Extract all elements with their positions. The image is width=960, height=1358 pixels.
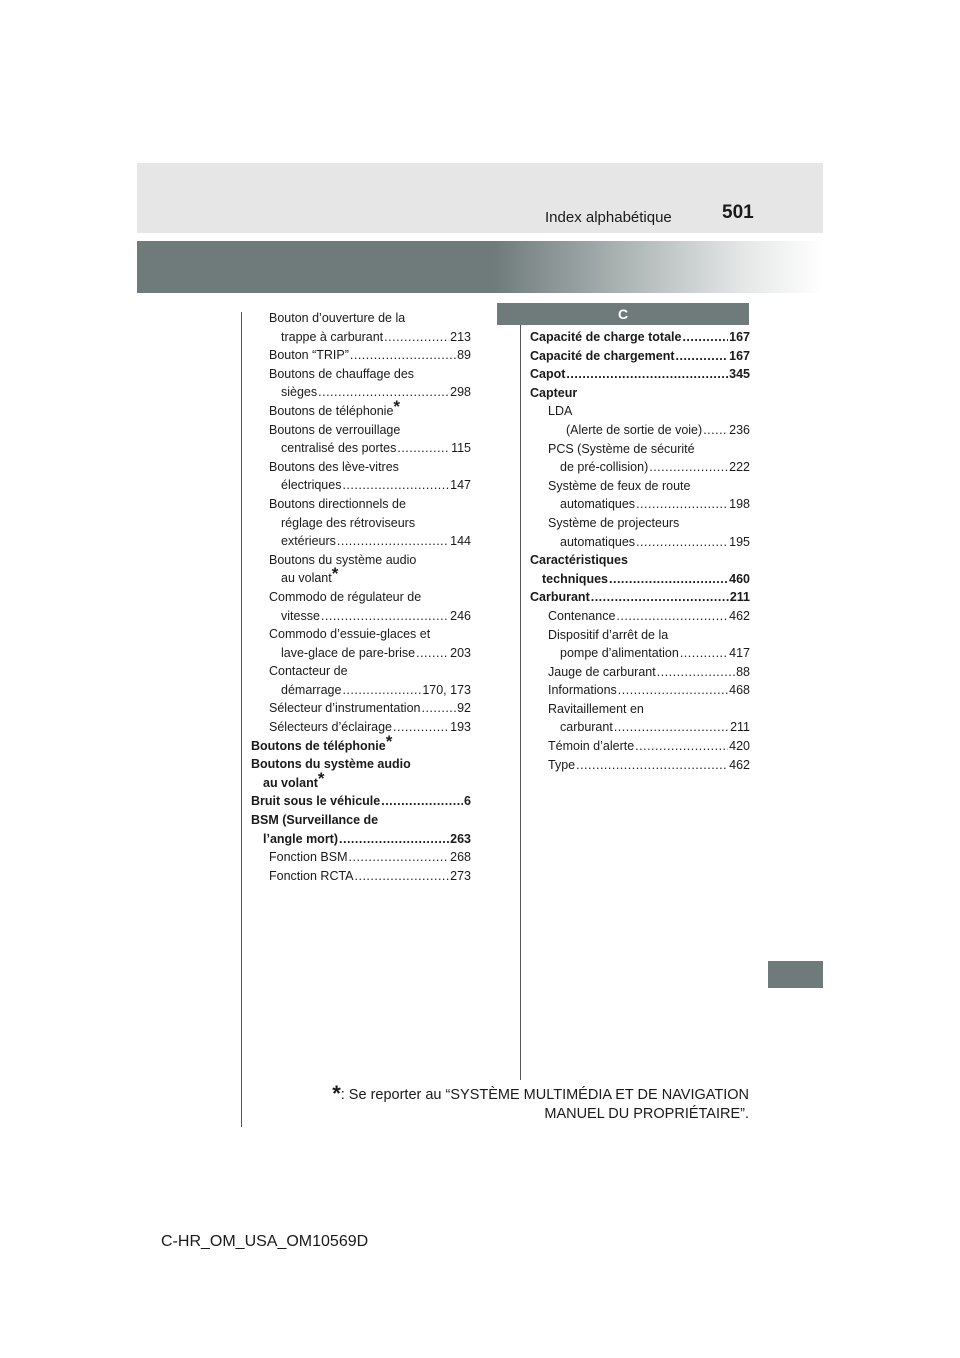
page-reference: 462 — [729, 757, 750, 772]
dot-leader — [421, 699, 456, 718]
footnote-asterisk-marker: * — [385, 731, 393, 751]
dot-leader — [614, 718, 729, 737]
footnote — [332, 1081, 749, 1124]
index-entry — [251, 458, 471, 495]
entry-text: Commodo d’essuie-glaces et — [269, 627, 431, 642]
page-reference: 203 — [450, 645, 471, 660]
dot-leader — [384, 328, 449, 347]
dot-leader — [342, 476, 449, 495]
page-reference: 213 — [450, 329, 471, 344]
dot-leader — [703, 421, 728, 440]
index-entry — [530, 440, 750, 477]
page-reference: 92 — [457, 701, 471, 716]
index-entry — [251, 495, 471, 551]
dot-leader — [657, 663, 735, 682]
page-reference: 468 — [729, 683, 750, 698]
entry-text: Capteur — [530, 385, 578, 400]
dot-leader — [397, 439, 450, 458]
page-reference: 144 — [450, 534, 471, 549]
page-reference: 170, 173 — [422, 682, 471, 697]
document-code: C-HR_OM_USA_OM10569D — [161, 1233, 369, 1250]
page-reference: 88 — [736, 664, 750, 679]
entry-text: électriques — [281, 478, 342, 493]
dot-leader — [381, 792, 463, 811]
dot-leader — [337, 532, 449, 551]
column-divider — [520, 312, 521, 1080]
page-reference: 462 — [729, 608, 750, 623]
index-entry — [251, 811, 471, 848]
entry-text: l’angle mort) — [263, 831, 339, 846]
page-reference: 195 — [729, 534, 750, 549]
index-entry — [251, 699, 471, 718]
index-entry — [530, 756, 750, 775]
index-entry — [530, 700, 750, 737]
index-entry — [530, 588, 750, 607]
page-reference: 198 — [729, 497, 750, 512]
index-entry — [251, 731, 471, 756]
decorative-gradient-band — [137, 241, 823, 293]
entry-text: automatiques — [560, 497, 636, 512]
index-entry — [251, 792, 471, 811]
entry-text: Commodo de régulateur de — [269, 589, 422, 604]
index-entry — [530, 347, 750, 366]
entry-text: Capot — [530, 367, 566, 382]
entry-text: Capacité de chargement — [530, 348, 675, 363]
entry-text: Contenance — [548, 608, 616, 623]
dot-leader — [591, 588, 729, 607]
index-entry — [251, 588, 471, 625]
entry-text: techniques — [542, 571, 608, 586]
dot-leader — [676, 347, 729, 366]
entry-text: Boutons du système audio — [251, 757, 411, 772]
entry-text: Bouton “TRIP” — [269, 348, 349, 363]
entry-text: Boutons de téléphonie — [269, 403, 394, 418]
entry-text: Boutons du système audio — [269, 552, 417, 567]
entry-text: Système de feux de route — [548, 478, 691, 493]
entry-text: centralisé des portes — [281, 441, 397, 456]
index-entry — [251, 346, 471, 365]
page-reference: 167 — [729, 348, 750, 363]
entry-text: Bruit sous le véhicule — [251, 794, 381, 809]
entry-text: Type — [548, 757, 576, 772]
footnote-line-2: MANUEL DU PROPRIÉTAIRE”. — [544, 1106, 749, 1122]
entry-text: Dispositif d’arrêt de la — [548, 627, 669, 642]
entry-text: Contacteur de — [269, 664, 348, 679]
page-reference: 246 — [450, 608, 471, 623]
dot-leader — [416, 644, 449, 663]
dot-leader — [618, 681, 728, 700]
index-entry — [251, 662, 471, 699]
page-number: 501 — [722, 202, 754, 223]
entry-text: sièges — [281, 385, 318, 400]
entry-text: (Alerte de sortie de voie) — [566, 422, 703, 437]
index-entry — [530, 384, 750, 403]
index-entry — [251, 867, 471, 886]
entry-text: vitesse — [281, 608, 320, 623]
entry-text: Sélecteur d’instrumentation — [269, 701, 421, 716]
index-entry — [530, 607, 750, 626]
entry-text: Sélecteurs d’éclairage — [269, 720, 392, 735]
index-entry — [530, 365, 750, 384]
page-reference: 345 — [729, 367, 750, 382]
dot-leader — [576, 756, 728, 775]
dot-leader — [339, 830, 449, 849]
page-reference: 211 — [730, 720, 750, 735]
index-column-right — [530, 328, 750, 774]
entry-text: Bouton d’ouverture de la — [269, 311, 406, 325]
index-entry — [530, 421, 750, 440]
entry-text: Boutons de téléphonie — [251, 738, 386, 753]
entry-text: Boutons de chauffage des — [269, 366, 415, 381]
dot-leader — [649, 458, 728, 477]
index-entry — [251, 396, 471, 421]
footnote-asterisk-marker: * — [331, 564, 339, 584]
entry-text: Fonction BSM — [269, 850, 348, 865]
footnote-line-1: : Se reporter au “SYSTÈME MULTIMÉDIA ET DE NAVIGATION — [340, 1087, 749, 1103]
entry-text: lave-glace de pare-brise — [281, 645, 416, 660]
page-reference: 420 — [729, 739, 750, 754]
entry-text: carburant — [560, 720, 613, 735]
page-reference: 273 — [450, 868, 471, 883]
footnote-asterisk: * — [332, 1081, 341, 1106]
page-reference: 417 — [729, 646, 750, 661]
header-band — [137, 163, 823, 233]
index-column-left — [251, 309, 471, 885]
dot-leader — [636, 533, 728, 552]
entry-text: automatiques — [560, 534, 636, 549]
dot-leader — [321, 607, 449, 626]
page-reference: 167 — [729, 330, 750, 344]
dot-leader — [636, 495, 728, 514]
entry-text: Informations — [548, 683, 617, 698]
entry-text: Boutons de verrouillage — [269, 422, 401, 437]
dot-leader — [342, 681, 421, 700]
index-entry — [251, 551, 471, 588]
index-entry — [251, 365, 471, 402]
page-reference: 263 — [450, 831, 471, 846]
dot-leader — [635, 737, 728, 756]
entry-text: au volant — [281, 571, 332, 586]
index-entry — [251, 718, 471, 737]
entry-text: démarrage — [281, 682, 342, 697]
dot-leader — [566, 365, 728, 384]
entry-text: trappe à carburant — [281, 329, 384, 344]
entry-text: Système de projecteurs — [548, 515, 680, 530]
index-entry — [530, 551, 750, 588]
index-entry — [530, 402, 750, 421]
entry-text: au volant — [263, 775, 318, 790]
entry-text: Témoin d’alerte — [548, 739, 635, 754]
page-reference: 268 — [450, 850, 471, 865]
section-title: Index alphabétique — [545, 209, 672, 226]
index-entry — [251, 421, 471, 458]
section-thumb-tab — [768, 961, 823, 988]
index-entry — [251, 755, 471, 792]
index-entry — [530, 663, 750, 682]
entry-text: LDA — [548, 404, 573, 419]
entry-text: BSM (Surveillance de — [251, 813, 379, 828]
left-margin-rule — [241, 312, 242, 1127]
dot-leader — [393, 718, 449, 737]
dot-leader — [682, 328, 728, 347]
page-reference: 222 — [729, 460, 750, 475]
index-entry — [530, 681, 750, 700]
page-reference: 460 — [729, 571, 750, 586]
index-entry — [530, 737, 750, 756]
entry-text: Caractéristiques — [530, 553, 628, 568]
entry-text: Fonction RCTA — [269, 868, 354, 883]
dot-leader — [355, 867, 450, 886]
entry-text: pompe d’alimentation — [560, 646, 679, 661]
entry-text: Carburant — [530, 590, 590, 605]
entry-text: Boutons des lève-vitres — [269, 459, 399, 474]
page-reference: 6 — [464, 794, 471, 809]
dot-leader — [609, 570, 728, 589]
index-entry — [530, 514, 750, 551]
page-reference: 236 — [729, 422, 750, 437]
entry-text: PCS (Système de sécurité — [548, 441, 695, 456]
page-reference: 147 — [450, 478, 471, 493]
letter-heading-c: C — [497, 303, 749, 325]
page-reference: 298 — [450, 385, 471, 400]
entry-text: de pré-collision) — [560, 460, 649, 475]
index-entry — [251, 848, 471, 867]
page-reference: 193 — [450, 720, 471, 735]
page-reference: 89 — [457, 348, 471, 363]
dot-leader — [350, 346, 456, 365]
entry-text: Boutons directionnels de — [269, 496, 406, 511]
entry-text: réglage des rétroviseurs — [281, 515, 416, 530]
index-entry — [251, 625, 471, 662]
index-entry — [251, 309, 471, 346]
entry-text: Ravitaillement en — [548, 701, 644, 716]
index-entry — [530, 328, 750, 347]
dot-leader — [616, 607, 728, 626]
page-reference: 115 — [451, 441, 471, 456]
dot-leader — [680, 644, 728, 663]
dot-leader — [349, 848, 450, 867]
footnote-asterisk-marker: * — [393, 396, 401, 416]
entry-text: Capacité de charge totale — [530, 330, 682, 344]
entry-text: extérieurs — [281, 534, 336, 549]
dot-leader — [318, 383, 449, 402]
index-entry — [530, 477, 750, 514]
index-entry — [530, 626, 750, 663]
entry-text: Jauge de carburant — [548, 664, 656, 679]
page-reference: 211 — [729, 590, 750, 605]
footnote-asterisk-marker: * — [317, 768, 325, 788]
